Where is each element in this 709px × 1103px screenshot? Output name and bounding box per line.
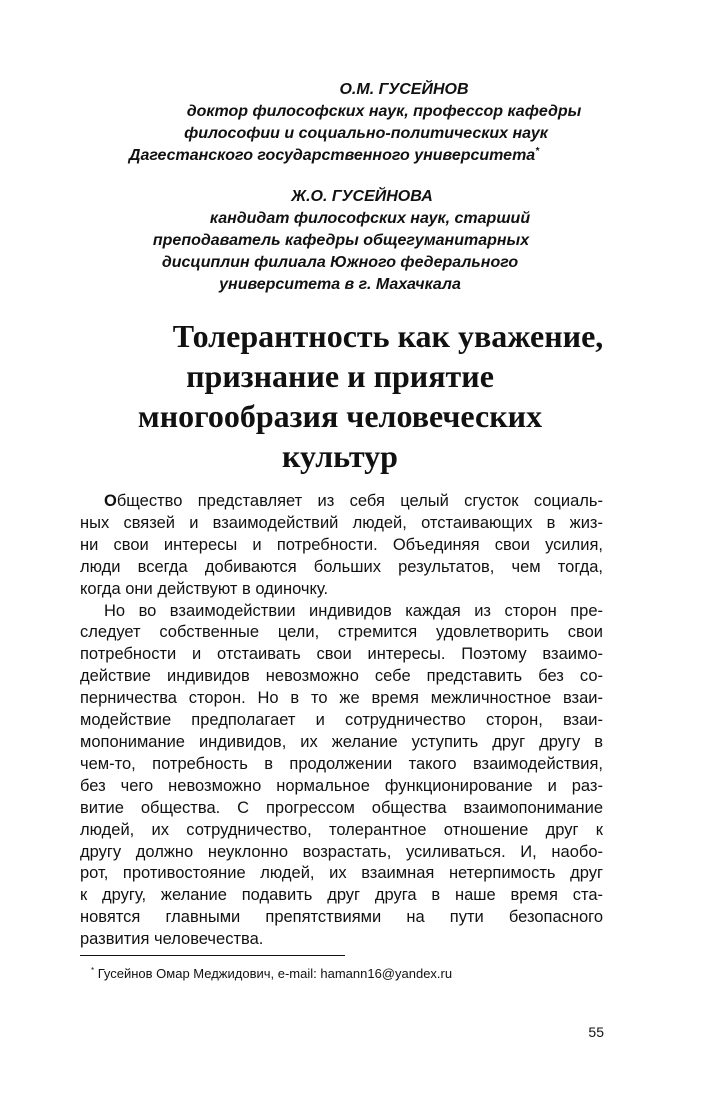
title-line: признание и приятие: [186, 358, 494, 394]
author-1-block: [84, 79, 684, 167]
paragraph-1-line: когда они действуют в одиночку.: [80, 579, 329, 598]
paragraph-2-line: к другу, желание подавить друг друга в наше время ста-: [80, 886, 603, 905]
author-1-university: Дагестанского государственного университета: [128, 147, 536, 164]
footnote-marker: *: [535, 146, 540, 157]
footnote-divider: [80, 955, 345, 956]
paragraph-1-line: [80, 491, 603, 513]
paragraph-1-line: ных связей и взаимодействий людей, отстаивающих в жиз-: [80, 513, 603, 532]
footnote-marker: *: [91, 966, 95, 975]
paragraph-1-line: ни свои интересы и потребности. Объединяя свои усилия,: [80, 535, 603, 554]
title-line: Толерантность как уважение,: [172, 318, 604, 354]
author-2-block: [40, 186, 640, 296]
paragraph-2-line: чем-то, потребность в продолжении такого взаимодействия,: [80, 754, 603, 773]
paragraph-2-line: следует собственные цели, стремится удовлетворить свои: [80, 623, 603, 642]
footnote: [91, 966, 452, 982]
paragraph-2-line: действие индивидов невозможно себе представить без со-: [80, 667, 603, 686]
author-2-affiliation-line: дисциплин филиала Южного федерального: [161, 254, 519, 271]
author-2-name: Ж.О. ГУСЕЙНОВА: [291, 188, 433, 205]
article-title: [40, 316, 640, 476]
page-number: 55: [588, 1024, 604, 1040]
author-1-affiliation-line: доктор философских наук, профессор кафедры: [186, 103, 582, 120]
paragraph-1-first-text: бщество представляет из себя целый сгусток социаль-: [116, 492, 603, 510]
paragraph-2-line: другу должно неуклонно возрастать, усиливаться. И, наобо-: [80, 842, 603, 861]
author-1-name: О.М. ГУСЕЙНОВ: [339, 81, 469, 98]
paragraph-2-line: развития человечества.: [80, 930, 264, 949]
paragraph-2-line: мопонимание индивидов, их желание уступить друг другу в: [80, 732, 603, 751]
paragraph-2-line: перничества сторон. Но в то же время межличностное взаи-: [80, 689, 603, 708]
paragraph-2-line: новятся главными препятствиями на пути безопасного: [80, 908, 603, 927]
paragraph-2-line: людей, их сотрудничество, толерантное отношение друг к: [80, 820, 603, 839]
paragraph-2-line: потребности и отстаивать свои интересы. Поэтому взаимо-: [80, 645, 603, 664]
author-2-affiliation-line: кандидат философских наук, старший: [209, 210, 531, 227]
drop-cap: О: [104, 492, 117, 510]
title-line: культур: [282, 438, 398, 474]
paragraph-1-line: люди всегда добиваются больших результатов, чем тогда,: [80, 557, 603, 576]
author-1-affiliation-line: философии и социально-политических наук: [184, 125, 548, 142]
author-2-affiliation-line: университета в г. Махачкала: [219, 276, 461, 293]
paragraph-2-line: модействие предполагает и сотрудничество сторон, взаи-: [80, 711, 603, 730]
paragraph-2-line: рот, противостояние людей, их взаимная нетерпимость друг: [80, 864, 603, 883]
article-body: [80, 491, 603, 951]
paragraph-2-line: Но во взаимодействии индивидов каждая из сторон пре-: [104, 601, 603, 620]
footnote-text: Гусейнов Омар Меджидович, e-mail: hamann16@yandex.ru: [94, 966, 453, 981]
author-2-affiliation-line: преподаватель кафедры общегуманитарных: [152, 232, 530, 249]
author-1-affiliation-line: [84, 145, 684, 167]
title-line: многообразия человеческих: [137, 398, 543, 434]
paragraph-2-line: без чего невозможно нормальное функционирование и раз-: [80, 776, 603, 795]
paragraph-2-line: витие общества. С прогрессом общества взаимопонимание: [80, 798, 603, 817]
